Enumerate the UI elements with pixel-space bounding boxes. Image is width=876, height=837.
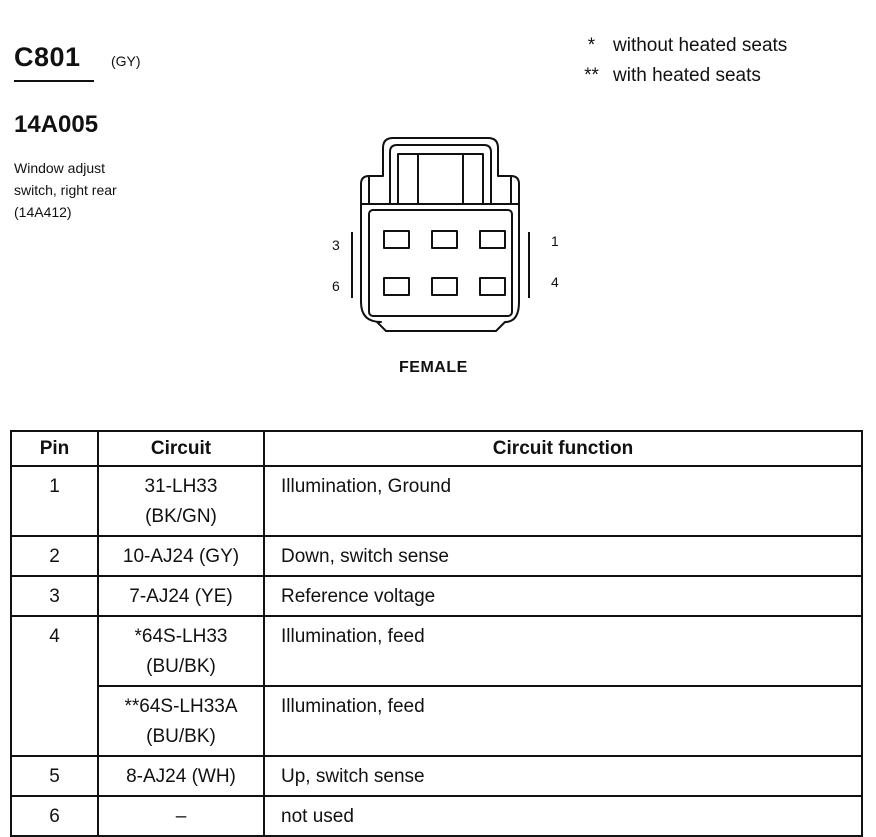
- legend-row: [570, 61, 787, 91]
- connector-latch-window: [418, 154, 463, 204]
- function-cell: Reference voltage: [264, 576, 862, 616]
- pin-cavity: [480, 278, 505, 295]
- pin-label-4: 4: [551, 274, 559, 290]
- pin-cavity: [480, 231, 505, 248]
- connector-gender-label: FEMALE: [399, 359, 468, 376]
- part-number: 14A005: [14, 111, 99, 138]
- table-row: [11, 576, 862, 616]
- circuit-cell: 8-AJ24 (WH): [98, 756, 264, 796]
- pinout-table: [10, 430, 863, 837]
- connector-body-outline: [361, 138, 519, 331]
- circuit-line: *64S-LH33: [134, 626, 228, 647]
- pin-cell: 4: [11, 616, 98, 756]
- column-header-pin: Pin: [11, 431, 98, 466]
- function-cell: Down, switch sense: [264, 536, 862, 576]
- function-cell: Up, switch sense: [264, 756, 862, 796]
- connector-description: [14, 157, 117, 223]
- pin-cell: 5: [11, 756, 98, 796]
- pin-label-1: 1: [551, 233, 559, 249]
- legend-text: with heated seats: [613, 65, 761, 86]
- pin-cell: 6: [11, 796, 98, 836]
- circuit-cell: [98, 686, 264, 756]
- description-line: switch, right rear: [14, 182, 117, 198]
- function-cell: Illumination, feed: [264, 616, 862, 686]
- column-header-function: Circuit function: [264, 431, 862, 466]
- pin-label-3: 3: [332, 237, 340, 253]
- table-row: [11, 686, 862, 756]
- legend-row: [570, 31, 787, 61]
- description-line: (14A412): [14, 204, 72, 220]
- column-header-circuit: Circuit: [98, 431, 264, 466]
- circuit-line: **64S-LH33A: [124, 696, 238, 717]
- legend-symbol: *: [587, 35, 596, 56]
- pin-cavity: [432, 231, 457, 248]
- connector-latch-inner: [398, 154, 483, 204]
- table-row: [11, 796, 862, 836]
- function-cell: Illumination, Ground: [264, 466, 862, 536]
- table-row: [11, 616, 862, 686]
- function-cell: not used: [264, 796, 862, 836]
- circuit-cell: 7-AJ24 (YE): [98, 576, 264, 616]
- function-cell: Illumination, feed: [264, 686, 862, 756]
- connector-inner-face: [369, 210, 512, 316]
- table-row: [11, 536, 862, 576]
- pin-label-6: 6: [332, 278, 340, 294]
- circuit-cell: 10-AJ24 (GY): [98, 536, 264, 576]
- circuit-line: (BU/BK): [146, 726, 216, 747]
- pin-cavity: [384, 278, 409, 295]
- connector-id-underline: [14, 80, 94, 82]
- description-line: Window adjust: [14, 160, 106, 176]
- circuit-cell: [98, 616, 264, 686]
- table-row: [11, 756, 862, 796]
- circuit-line: (BK/GN): [145, 506, 217, 527]
- circuit-line: 31-LH33: [144, 476, 218, 497]
- legend-symbol: **: [584, 65, 599, 86]
- pin-cell: 1: [11, 466, 98, 536]
- connector-latch: [390, 145, 491, 204]
- connector-id: C801: [14, 42, 81, 72]
- pin-cell: 3: [11, 576, 98, 616]
- circuit-cell: [98, 466, 264, 536]
- table-row: [11, 466, 862, 536]
- pin-cavity: [432, 278, 457, 295]
- table-header-row: [11, 431, 862, 466]
- pin-cell: 2: [11, 536, 98, 576]
- legend-text: without heated seats: [613, 35, 788, 56]
- legend: [570, 31, 787, 91]
- pin-cavity: [384, 231, 409, 248]
- circuit-cell: –: [98, 796, 264, 836]
- connector-color: (GY): [111, 53, 141, 69]
- circuit-line: (BU/BK): [146, 656, 216, 677]
